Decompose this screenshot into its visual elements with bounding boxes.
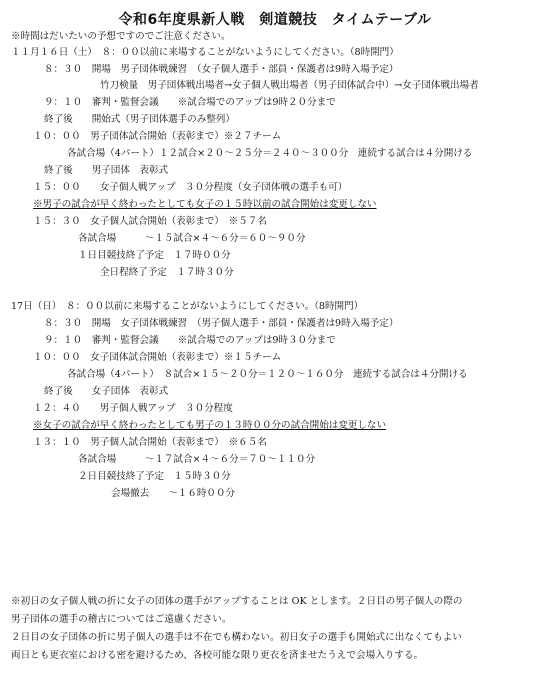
day1-underlined-note: ※男子の試合が早く終わったとしても女子の１５時以前の試合開始は変更しない	[33, 199, 377, 210]
day2-line: 各試合場 ～１７試合×４～６分＝７０～１１０分	[78, 454, 316, 465]
day2-underlined-note: ※女子の試合が早く終わったとしても男子の１３時００分の試合開始は変更しない	[33, 420, 387, 431]
day1-line: １５：３０ 女子個人試合開始（表彰まで） ※５７名	[33, 216, 267, 227]
day2-line: ９：１０ 審判・監督会議 ※試合場でのアップは9時３０分まで	[44, 335, 336, 346]
day2-line: 会場撤去 ～１６時００分	[111, 488, 236, 499]
day1-line: 終了後 開始式（男子団体選手のみ整列）	[44, 114, 235, 125]
day2-line: ８：３０ 開場 女子団体戦練習 （男子個人選手・部員・保護者は9時入場予定）	[44, 318, 399, 329]
day1-line: １５：００ 女子個人戦アップ ３０分程度（女子団体戦の選手も可）	[33, 182, 348, 193]
day2-line: ２日目競技終了予定 １５時３０分	[78, 471, 231, 482]
day1-line: １日目競技終了予定 １７時００分	[78, 250, 231, 261]
day2-line: １０：００ 女子団体試合開始（表彰まで）※１５チーム	[33, 352, 282, 363]
day1-line: 全日程終了予定 １７時３０分	[100, 267, 234, 278]
day2-line: 各試合場（4パート） ８試合×１５～２０分＝１２０～１６０分 連続する試合は４分開ける	[67, 369, 468, 380]
footnote: ※初日の女子個人戦の折に女子の団体の選手がアップすることは OK とします。２日目の男子個人の際の	[11, 596, 463, 607]
day1-line: 竹刀検量 男子団体戦出場者→女子個人戦出場者（男子団体試合中）→女子団体戦出場者	[100, 80, 479, 91]
day2-header: 17日（日） ８：００以前に来場することがないようにしてください。（8時開門）	[11, 301, 364, 312]
day1-line: 各試合場 ～１５試合×４～６分＝６０～９０分	[78, 233, 306, 244]
day2-line: １２：４０ 男子個人戦アップ ３０分程度	[33, 403, 233, 414]
day1-line: １０：００ 男子団体試合開始（表彰まで）※２７チーム	[33, 131, 282, 142]
day1-line: ９：１０ 審判・監督会議 ※試合場でのアップは9時２０分まで	[44, 97, 336, 108]
page-title: 令和6年度県新人戦 剣道競技 タイムテーブル	[118, 12, 432, 28]
day1-line: 終了後 男子団体 表彰式	[44, 165, 169, 176]
day2-line: １３：１０ 男子個人試合開始（表彰まで） ※６５名	[33, 437, 267, 448]
footnote: 男子団体の選手の稽古についてはご遠慮ください。	[11, 614, 232, 625]
day2-line: 終了後 女子団体 表彰式	[44, 386, 169, 397]
footnote: 両日とも更衣室における密を避けるため、各校可能な限り更衣を済ませたうえで会場入りする。	[11, 650, 424, 661]
intro-note: ※時間はだいたいの予想ですのでご注意ください。	[11, 31, 231, 42]
day1-header: １１月１６日（土） ８：００以前に来場することがないようにしてください。（8時開門）	[11, 47, 399, 58]
day1-line: 各試合場（4パート）１２試合×２０～２５分＝２４０～３００分 連続する試合は４分開ける	[67, 148, 473, 159]
footnote: ２日目の女子団体の折に男子個人の選手は不在でも構わない。初日女子の選手も開始式に出なくてもよい	[11, 632, 462, 643]
day1-line: ８：３０ 開場 男子団体戦練習 （女子個人選手・部員・保護者は9時入場予定）	[44, 64, 399, 75]
